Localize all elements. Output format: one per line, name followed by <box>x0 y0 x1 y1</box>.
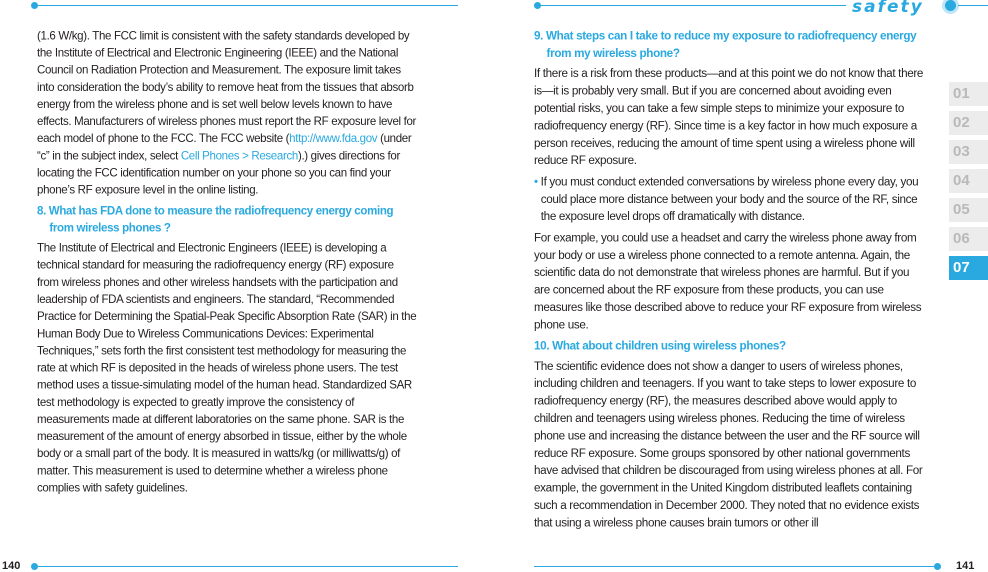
right-page-number: 141 <box>956 560 975 572</box>
section-title: safety <box>852 0 924 17</box>
chapter-tab-06[interactable]: 06 <box>949 227 988 251</box>
question-8-heading: 8. What has FDA done to measure the radiofrequency energy coming from wireless phones ? <box>37 204 394 235</box>
chapter-tab-03[interactable]: 03 <box>949 140 988 164</box>
bottom-rule-right-dot <box>934 563 941 570</box>
left-page-number: 140 <box>2 560 21 572</box>
top-rule-right <box>534 5 846 6</box>
question-10-answer: The scientific evidence does not show a danger to users of wireless phones, including children and teenagers. If you want to take steps to lower exposure to radiofrequency energy (RF), the measures described above would apply to children and teenagers using wireless phones. Reducing the time of wireless phone use and increasing the distance between the user and the RF source will reduce RF exposure. Some groups sponsored by other national governments have advised that children be discouraged from using wireless phones at all. For example, the government in the United Kingdom distributed leaflets containing such a recommendation in December 2000. They noted that no evidence exists that using a wireless phone causes brain tumors or other ill <box>534 359 923 530</box>
chapter-tab-01[interactable]: 01 <box>949 82 988 106</box>
chapter-tab-05[interactable]: 05 <box>949 198 988 222</box>
fcc-website-link[interactable]: http://www.fda.gov <box>289 131 378 146</box>
right-column <box>534 27 925 535</box>
bottom-rule-left-dot <box>31 563 38 570</box>
bullet-mark: • <box>534 174 538 189</box>
question-9-example: For example, you could use a headset and carry the wireless phone away from your body or use a wireless phone connected to a remote antenna. Again, the scientific data do not demonstrate that wireless phones are harmful. But if you are concerned about the RF exposure from these products, you can use measures like those described above to reduce your RF exposure from wireless phone use. <box>534 230 922 332</box>
bottom-rule-right <box>534 566 934 567</box>
intro-text-c: ).) gives directions for locating the FCC identification number on your phone so you can find your phone’s RF exposure level in the online listing. <box>37 148 400 197</box>
chapter-tab-02[interactable]: 02 <box>949 111 988 135</box>
question-8-answer: The Institute of Electrical and Electronic Engineers (IEEE) is developing a technical standard for measuring the radiofrequency energy (RF) exposure from wireless phones and other wireless handsets with the participation and leadership of FDA scientists and engineers. The standard, “Recommended Practice for Determining the Spatial-Peak Specific Absorption Rate (SAR) in the Human Body Due to Wireless Communications Devices: Experimental Techniques,” sets forth the first consistent test methodology for measuring the rate at which RF is deposited in the heads of wireless phone users. The test method uses a tissue-simulating model of the human head. Standardized SAR test methodology is expected to greatly improve the consistency of measurements made at different laboratories on the same phone. SAR is the measurement of the amount of energy absorbed in tissue, either by the whole body or a small part of the body. It is measured in watts/kg (or milliwatts/g) of matter. This measurement is used to determine whether a wireless phone complies with safety guidelines. <box>37 241 417 495</box>
intro-text-b: (under “c” in the subject index, select <box>37 131 412 163</box>
left-column <box>37 27 418 500</box>
top-rule-left <box>38 5 458 6</box>
chapter-tab-04[interactable]: 04 <box>949 169 988 193</box>
intro-paragraph <box>37 27 418 198</box>
top-rule-right-tail <box>958 5 988 6</box>
chapter-tab-07[interactable]: 07 <box>949 256 988 280</box>
question-9-bullet <box>534 173 925 225</box>
question-9-answer: If there is a risk from these products—and at this point we do not know that there is—it is probably very small. But if you are concerned about avoiding even potential risks, you can take a few simple steps to minimize your exposure to radiofrequency energy (RF). Since time is a key factor in how much exposure a person receives, reducing the amount of time spent using a wireless phone will reduce RF exposure. <box>534 66 924 168</box>
top-rule-left-dot <box>31 2 38 9</box>
question-10-heading: 10. What about children using wireless phones? <box>534 338 786 353</box>
question-9-heading: 9. What steps can I take to reduce my exposure to radiofrequency energy from my wireless phone? <box>534 28 917 60</box>
cell-phones-research-link[interactable]: Cell Phones > Research <box>180 148 298 163</box>
top-rule-right-dot <box>534 2 541 9</box>
header-badge-dot <box>945 0 956 11</box>
chapter-tabs <box>949 82 988 285</box>
bullet-text: If you must conduct extended conversations by wireless phone every day, you could place more distance between your body and the source of the RF, since the exposure level drops off dramatically with distance. <box>540 174 919 224</box>
bottom-rule-left <box>38 566 458 567</box>
intro-text-a: (1.6 W/kg). The FCC limit is consistent with the safety standards developed by the Institute of Electrical and Electronic Engineering (IEEE) and the National Council on Radiation Protection and Measurement. The exposure limit takes into consideration the body’s ability to remove heat from the tissues that absorb energy from the wireless phone and is set well below levels known to have effects. Manufacturers of wireless phones must report the RF exposure level for each model of phone to the FCC. The FCC website ( <box>37 28 417 146</box>
